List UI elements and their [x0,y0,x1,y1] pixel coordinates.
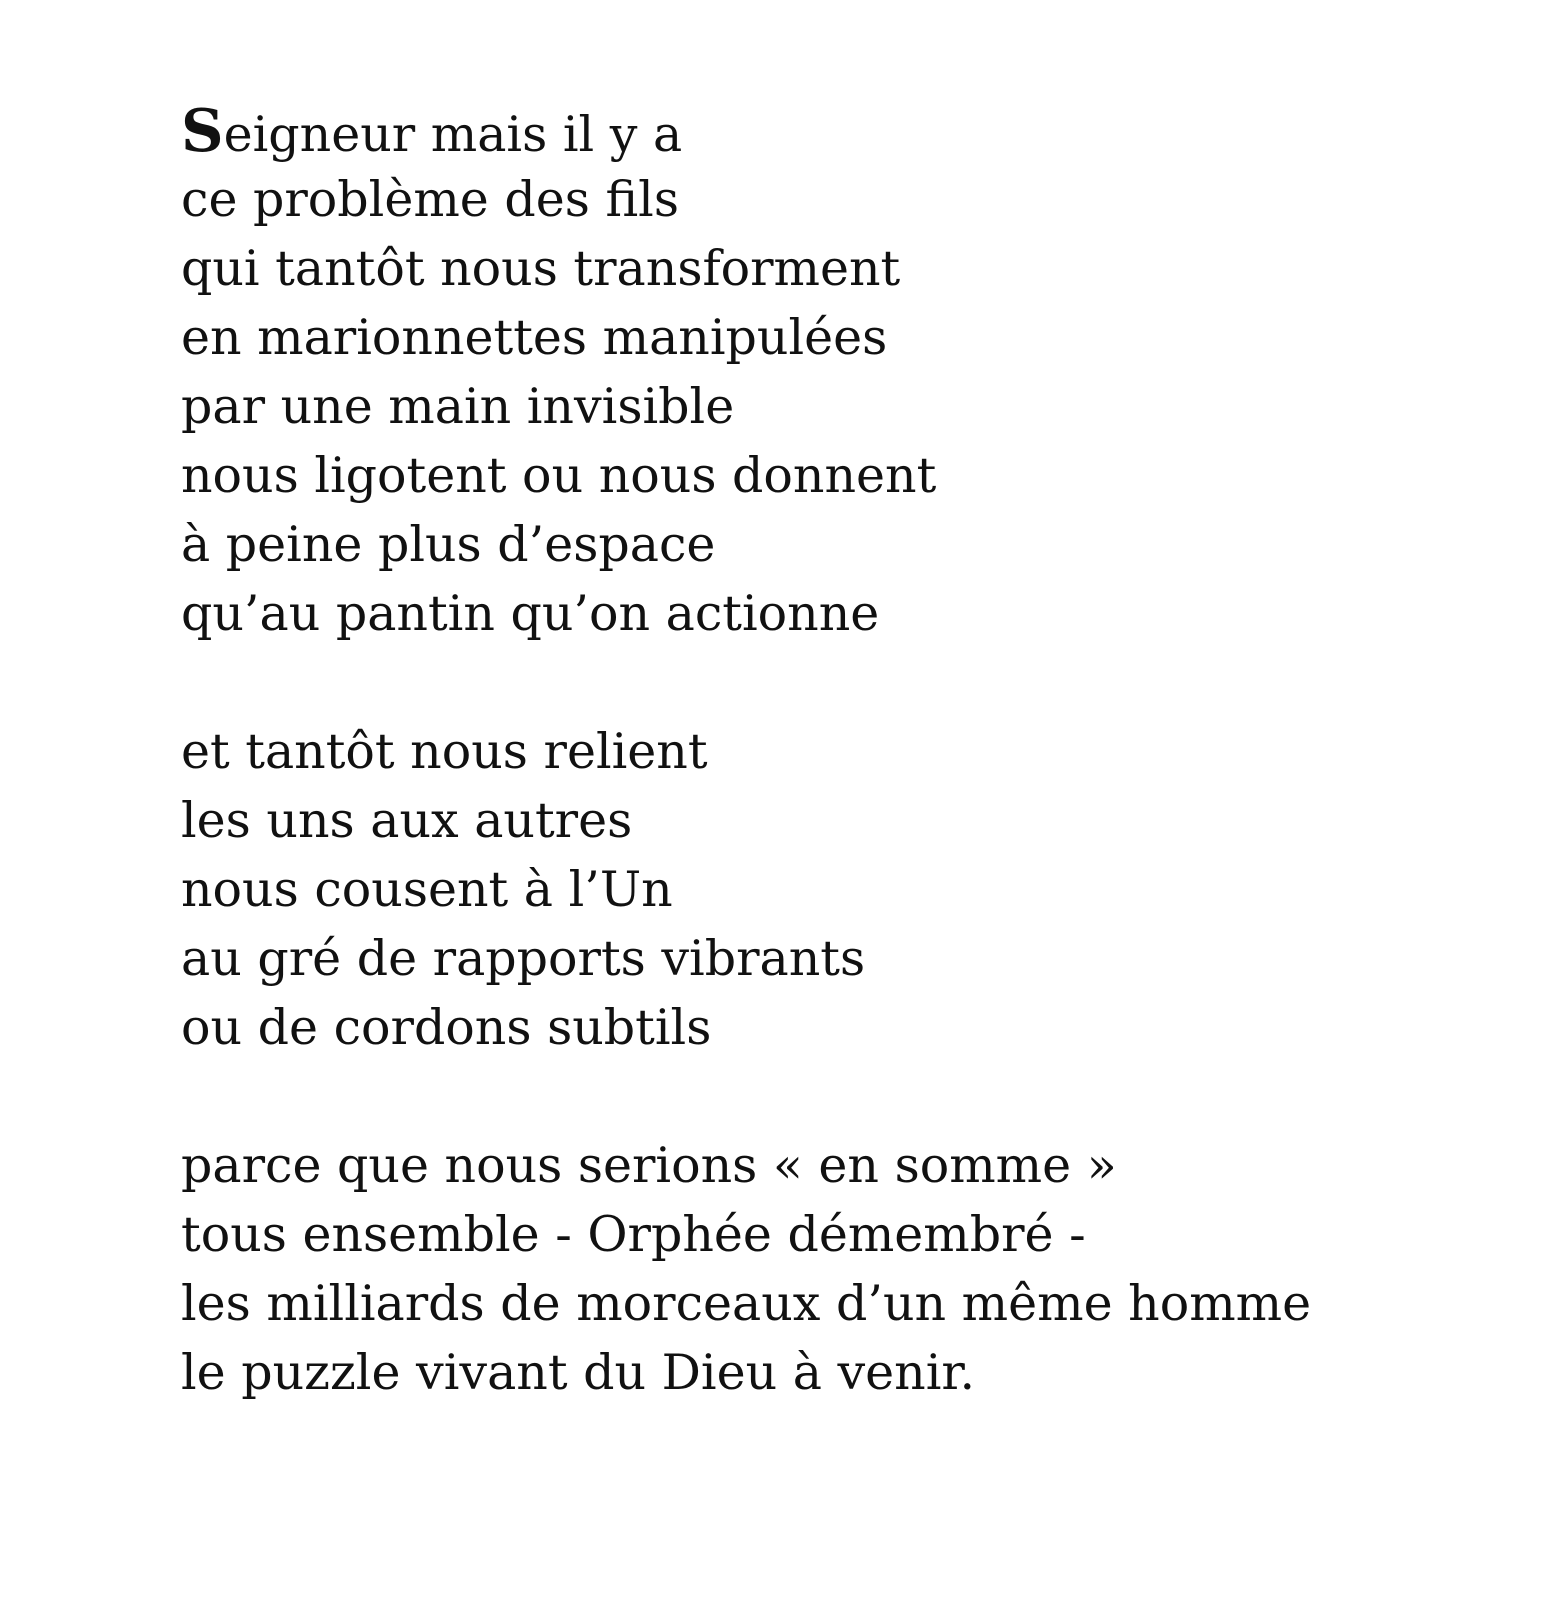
poem-line: le puzzle vivant du Dieu à venir. [181,1344,976,1401]
poem-line: ce problème des fils [181,171,679,228]
poem-line: à peine plus d’espace [181,516,716,573]
drop-cap: S [181,96,224,165]
poem-line: au gré de rapports vibrants [181,930,866,987]
poem-line-text: eigneur mais il y a [223,106,683,163]
stanza-2 [181,717,1481,1062]
poem-line: et tantôt nous relient [181,723,708,780]
poem-line: ou de cordons subtils [181,999,712,1056]
poem-line: qu’au pantin qu’on actionne [181,585,880,642]
poem-line: nous ligotent ou nous donnent [181,447,937,504]
poem-line: par une main invisible [181,378,735,435]
stanza-1 [181,96,1481,648]
poem-line: les milliards de morceaux d’un même homme [181,1275,1312,1332]
poem [181,96,1481,1407]
poem-line: tous ensemble - Orphée démembré - [181,1206,1086,1263]
poem-line: en marionnettes manipulées [181,309,888,366]
stanza-3 [181,1131,1481,1407]
poem-line: qui tantôt nous transforment [181,240,901,297]
poem-line: les uns aux autres [181,792,633,849]
poem-line [181,96,1481,165]
poem-line: nous cousent à l’Un [181,861,673,918]
poem-line: parce que nous serions « en somme » [181,1137,1117,1194]
